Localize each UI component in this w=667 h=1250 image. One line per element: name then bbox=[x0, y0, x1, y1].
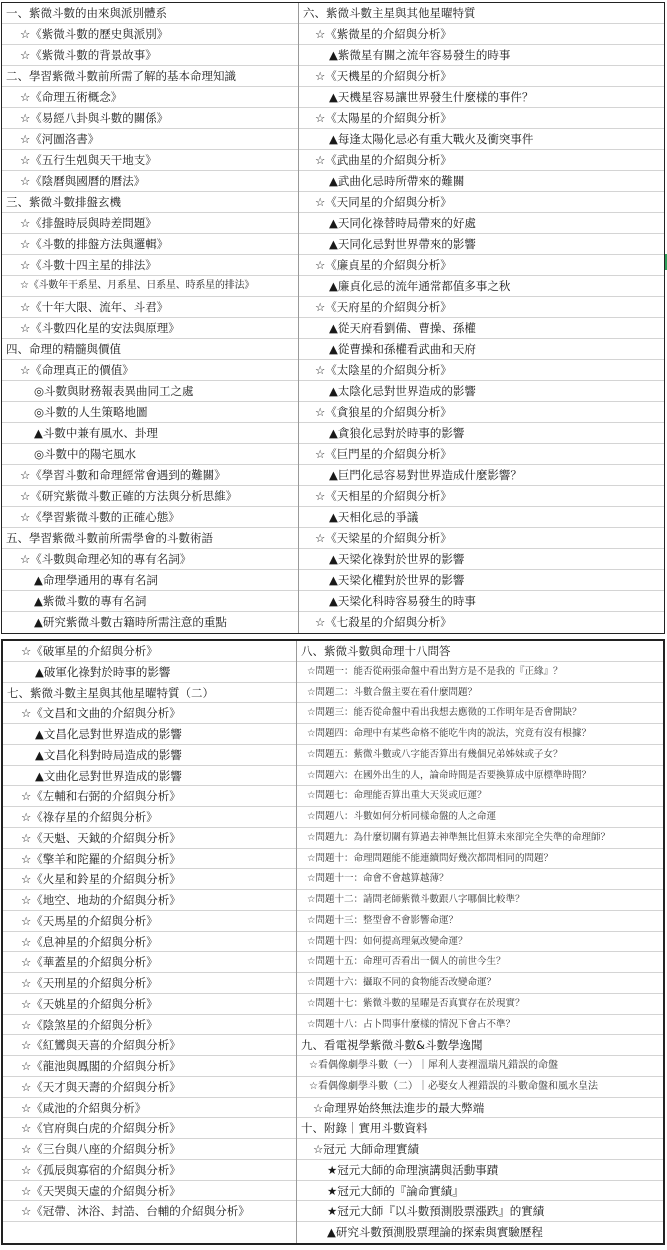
chapter-heading: 十、附錄｜實用斗數資料 bbox=[297, 1118, 663, 1139]
toc-subentry: ▲天同化忌對世界帶來的影響 bbox=[299, 234, 664, 255]
toc-entry: ☆《孤辰與寡宿的介紹與分析》 bbox=[3, 1160, 296, 1181]
chapter-heading: 二、學習紫微斗數前所需了解的基本命理知識 bbox=[2, 66, 298, 87]
qa-entry: ☆問題五：紫微斗數或八字能否算出有幾個兄弟姊妹或子女？ bbox=[297, 745, 663, 766]
toc-entry: ☆《左輔和右弼的介紹與分析》 bbox=[3, 786, 296, 807]
qa-entry: ☆問題三：能否從命盤中看出我想去應徵的工作明年是否會開缺？ bbox=[297, 703, 663, 724]
toc-subentry: ▲每逢太陽化忌必有重大戰火及衝突事件 bbox=[299, 129, 664, 150]
toc-entry: ☆《紫微星的介紹與分析》 bbox=[299, 24, 664, 45]
toc-entry: ☆《火星和鈴星的介紹與分析》 bbox=[3, 869, 296, 890]
toc-entry: ☆《廉貞星的介紹與分析》 bbox=[299, 255, 664, 276]
toc-entry: ☆《紫微斗數的背景故事》 bbox=[2, 45, 298, 66]
chapter-heading: 五、學習紫微斗數前所需學會的斗數術語 bbox=[2, 528, 298, 549]
toc-entry: ☆《五行生剋與天干地支》 bbox=[2, 150, 298, 171]
toc-subentry: ★冠元大師的命理演講與活動事蹟 bbox=[297, 1160, 663, 1181]
toc-entry: ☆《咸池的介紹與分析》 bbox=[3, 1098, 296, 1119]
toc-entry: ☆《武曲星的介紹與分析》 bbox=[299, 150, 664, 171]
toc-subentry: ◎斗數的人生策略地圖 bbox=[2, 402, 298, 423]
toc-subentry: ▲文昌化忌對世界造成的影響 bbox=[3, 724, 296, 745]
toc-subentry: ▲斗數中兼有風水、卦理 bbox=[2, 423, 298, 444]
qa-entry: ☆問題十三：整型會不會影響命運？ bbox=[297, 911, 663, 932]
toc-entry: ☆《紫微斗數的歷史與派別》 bbox=[2, 24, 298, 45]
toc-panel-1 bbox=[1, 2, 665, 634]
toc-entry: ☆《巨門星的介紹與分析》 bbox=[299, 444, 664, 465]
toc-entry: ☆《十年大限、流年、斗君》 bbox=[2, 297, 298, 318]
toc-subentry: ◎斗數中的陽宅風水 bbox=[2, 444, 298, 465]
toc-entry: ☆《貪狼星的介紹與分析》 bbox=[299, 402, 664, 423]
toc-entry: ☆《陰煞星的介紹與分析》 bbox=[3, 1015, 296, 1036]
toc-entry: ☆《學習紫微斗數的正確心態》 bbox=[2, 507, 298, 528]
toc-entry: ☆《天哭與天虛的介紹與分析》 bbox=[3, 1181, 296, 1202]
toc-subentry: ▲廉貞化忌的流年通常都值多事之秋 bbox=[299, 276, 664, 297]
toc-subentry: ▲天梁化權對於世界的影響 bbox=[299, 570, 664, 591]
toc-subentry: ▲研究紫微斗數古籍時所需注意的重點 bbox=[34, 615, 227, 629]
toc-entry: ☆《擎羊和陀羅的介紹與分析》 bbox=[3, 849, 296, 870]
toc-subentry: ▲研究斗數預測股票理論的探索與實驗歷程 bbox=[327, 1225, 543, 1239]
toc-entry: ☆《天梁星的介紹與分析》 bbox=[299, 528, 664, 549]
qa-entry: ☆問題六：在國外出生的人，論命時間是否要換算成中原標準時間？ bbox=[297, 766, 663, 787]
toc-subentry: ▲天相化忌的爭議 bbox=[299, 507, 664, 528]
toc-panel-1-right-column bbox=[299, 3, 664, 633]
qa-entry: ☆問題十八：占卜問事什麼樣的情況下會占不準？ bbox=[297, 1015, 663, 1036]
toc-entry: ☆《紅鸞與天喜的介紹與分析》 bbox=[3, 1035, 296, 1056]
toc-entry: ☆《天馬星的介紹與分析》 bbox=[3, 911, 296, 932]
qa-entry: ☆問題九：為什麼切關有算過去神準無比但算未來卻完全失準的命理師？ bbox=[297, 828, 663, 849]
toc-panel-2-left-column bbox=[3, 641, 297, 1243]
chapter-heading: 七、紫微斗數主星與其他星曜特質（二） bbox=[3, 683, 296, 704]
toc-panel-2 bbox=[1, 639, 665, 1245]
qa-entry: ☆問題十：命理問題能不能連續問好幾次都問相同的問題？ bbox=[297, 849, 663, 870]
chapter-heading: 九、看電視學紫微斗數&斗數學逸聞 bbox=[297, 1035, 663, 1056]
toc-entry: ☆《天魁、天鉞的介紹與分析》 bbox=[3, 828, 296, 849]
qa-entry: ☆問題四：命理中有某些命格不能吃牛肉的說法，究竟有沒有根據？ bbox=[297, 724, 663, 745]
empty-row bbox=[3, 1222, 296, 1243]
toc-subentry: ▲從曹操和孫權看武曲和天府 bbox=[299, 339, 664, 360]
toc-entry: ☆《華蓋星的介紹與分析》 bbox=[3, 952, 296, 973]
qa-entry: ☆問題一：能否從兩張命盤中看出對方是不是我的『正緣』？ bbox=[297, 662, 663, 683]
toc-entry: ☆《七殺星的介紹與分析》 bbox=[315, 615, 452, 629]
qa-entry: ☆問題七：命理能否算出重大天災或厄運？ bbox=[297, 786, 663, 807]
toc-entry: ☆《天同星的介紹與分析》 bbox=[299, 192, 664, 213]
toc-entry: ☆《斗數的排盤方法與邏輯》 bbox=[2, 234, 298, 255]
toc-panel-2-right-column bbox=[297, 641, 663, 1243]
toc-entry: ☆《文昌和文曲的介紹與分析》 bbox=[3, 703, 296, 724]
toc-entry: ☆看偶像劇學斗數（一）｜犀利人妻裡溫瑞凡錯誤的命盤 bbox=[297, 1056, 663, 1077]
qa-entry: ☆問題十四：如何提高理氣改變命運？ bbox=[297, 932, 663, 953]
chapter-heading: 四、命理的精髓與價值 bbox=[2, 339, 298, 360]
chapter-heading: 一、紫微斗數的由來與派別體系 bbox=[2, 3, 298, 24]
toc-entry: ☆《天姚星的介紹與分析》 bbox=[3, 994, 296, 1015]
chapter-heading: 八、紫微斗數與命理十八問答 bbox=[297, 641, 663, 662]
chapter-heading: 三、紫微斗數排盤玄機 bbox=[2, 192, 298, 213]
toc-subentry: ▲從天府看劉備、曹操、孫權 bbox=[299, 318, 664, 339]
qa-entry: ☆問題十七：紫微斗數的星曜是否真實存在於現實？ bbox=[297, 994, 663, 1015]
chapter-heading: 六、紫微斗數主星與其他星曜特質 bbox=[299, 3, 664, 24]
toc-panel-1-left-column bbox=[2, 3, 299, 633]
toc-entry: ☆《天機星的介紹與分析》 bbox=[299, 66, 664, 87]
toc-entry: ☆《易經八卦與斗數的關係》 bbox=[2, 108, 298, 129]
toc-entry: ☆《三台與八座的介紹與分析》 bbox=[3, 1139, 296, 1160]
toc-entry: ☆《天府星的介紹與分析》 bbox=[299, 297, 664, 318]
qa-entry: ☆問題十一：命會不會越算越薄？ bbox=[297, 869, 663, 890]
qa-entry: ☆問題十二：請問老師紫微斗數跟八字哪個比較準？ bbox=[297, 890, 663, 911]
toc-subentry: ▲文曲化忌對世界造成的影響 bbox=[3, 766, 296, 787]
toc-entry: ☆《天刑星的介紹與分析》 bbox=[3, 973, 296, 994]
toc-subentry: ▲天同化祿替時局帶來的好處 bbox=[299, 213, 664, 234]
toc-entry: ☆冠元 大師命理實績 bbox=[297, 1139, 663, 1160]
toc-entry: ☆《研究紫微斗數正確的方法與分析思維》 bbox=[2, 486, 298, 507]
toc-entry: ☆《祿存星的介紹與分析》 bbox=[3, 807, 296, 828]
qa-entry: ☆問題二：斗數合盤主要在看什麼問題？ bbox=[297, 683, 663, 704]
toc-entry: ☆命理界始終無法進步的最大弊端 bbox=[297, 1098, 663, 1119]
toc-subentry: ▲文昌化科對時局造成的影響 bbox=[3, 745, 296, 766]
toc-entry: ☆《息神星的介紹與分析》 bbox=[3, 932, 296, 953]
toc-entry: ☆《龍池與鳳閣的介紹與分析》 bbox=[3, 1056, 296, 1077]
toc-entry: ☆《斗數與命理必知的專有名詞》 bbox=[2, 549, 298, 570]
toc-subentry: ▲紫微斗數的專有名詞 bbox=[2, 591, 298, 612]
toc-entry: ☆《天才與天壽的介紹與分析》 bbox=[3, 1077, 296, 1098]
toc-entry: ☆《斗數年干系星、月系星、日系星、時系星的排法》 bbox=[2, 276, 298, 297]
toc-entry: ☆《冠帶、沐浴、封誥、台輔的介紹與分析》 bbox=[3, 1201, 296, 1222]
toc-entry: ☆《太陰星的介紹與分析》 bbox=[299, 360, 664, 381]
toc-subentry: ▲太陰化忌對世界造成的影響 bbox=[299, 381, 664, 402]
qa-entry: ☆問題十六：攝取不同的食物能否改變命運？ bbox=[297, 973, 663, 994]
toc-subentry: ▲貪狼化忌對於時事的影響 bbox=[299, 423, 664, 444]
toc-entry: ☆《陰曆與國曆的曆法》 bbox=[2, 171, 298, 192]
toc-subentry: ★冠元大師『以斗數預測股票漲跌』的實績 bbox=[297, 1201, 663, 1222]
toc-subentry: ▲破軍化祿對於時事的影響 bbox=[3, 662, 296, 683]
toc-entry: ☆《官府與白虎的介紹與分析》 bbox=[3, 1118, 296, 1139]
toc-subentry: ▲天機星容易讓世界發生什麼樣的事件？ bbox=[299, 87, 664, 108]
toc-entry: ☆《命理真正的價值》 bbox=[2, 360, 298, 381]
toc-subentry: ◎斗數與財務報表異曲同工之處 bbox=[2, 381, 298, 402]
toc-subentry: ▲武曲化忌時所帶來的難關 bbox=[299, 171, 664, 192]
toc-entry: ☆《太陽星的介紹與分析》 bbox=[299, 108, 664, 129]
toc-entry: ☆《斗數十四主星的排法》 bbox=[2, 255, 298, 276]
toc-entry: ☆《排盤時辰與時差問題》 bbox=[2, 213, 298, 234]
toc-entry: ☆《學習斗數和命理經常會遇到的難關》 bbox=[2, 465, 298, 486]
toc-entry: ☆《天相星的介紹與分析》 bbox=[299, 486, 664, 507]
toc-subentry: ▲命理學通用的專有名詞 bbox=[2, 570, 298, 591]
toc-subentry: ▲天梁化科時容易發生的時事 bbox=[299, 591, 664, 612]
toc-entry: ☆看偶像劇學斗數（二）｜必娶女人裡錯誤的斗數命盤和風水皇法 bbox=[297, 1077, 663, 1098]
qa-entry: ☆問題十五：命理可否看出一個人的前世今生？ bbox=[297, 952, 663, 973]
toc-entry: ☆《河圖洛書》 bbox=[2, 129, 298, 150]
toc-entry: ☆《命理五術概念》 bbox=[2, 87, 298, 108]
toc-entry: ☆《破軍星的介紹與分析》 bbox=[3, 641, 296, 662]
qa-entry: ☆問題八：斗數如何分析同樣命盤的人之命運 bbox=[297, 807, 663, 828]
toc-subentry: ▲紫微星有關之流年容易發生的時事 bbox=[299, 45, 664, 66]
toc-entry: ☆《斗數四化星的安法與原理》 bbox=[2, 318, 298, 339]
toc-entry: ☆《地空、地劫的介紹與分析》 bbox=[3, 890, 296, 911]
toc-subentry: ▲天梁化祿對於世界的影響 bbox=[299, 549, 664, 570]
toc-subentry: ★冠元大師的『論命實績』 bbox=[297, 1181, 663, 1202]
toc-subentry: ▲巨門化忌容易對世界造成什麼影響？ bbox=[299, 465, 664, 486]
